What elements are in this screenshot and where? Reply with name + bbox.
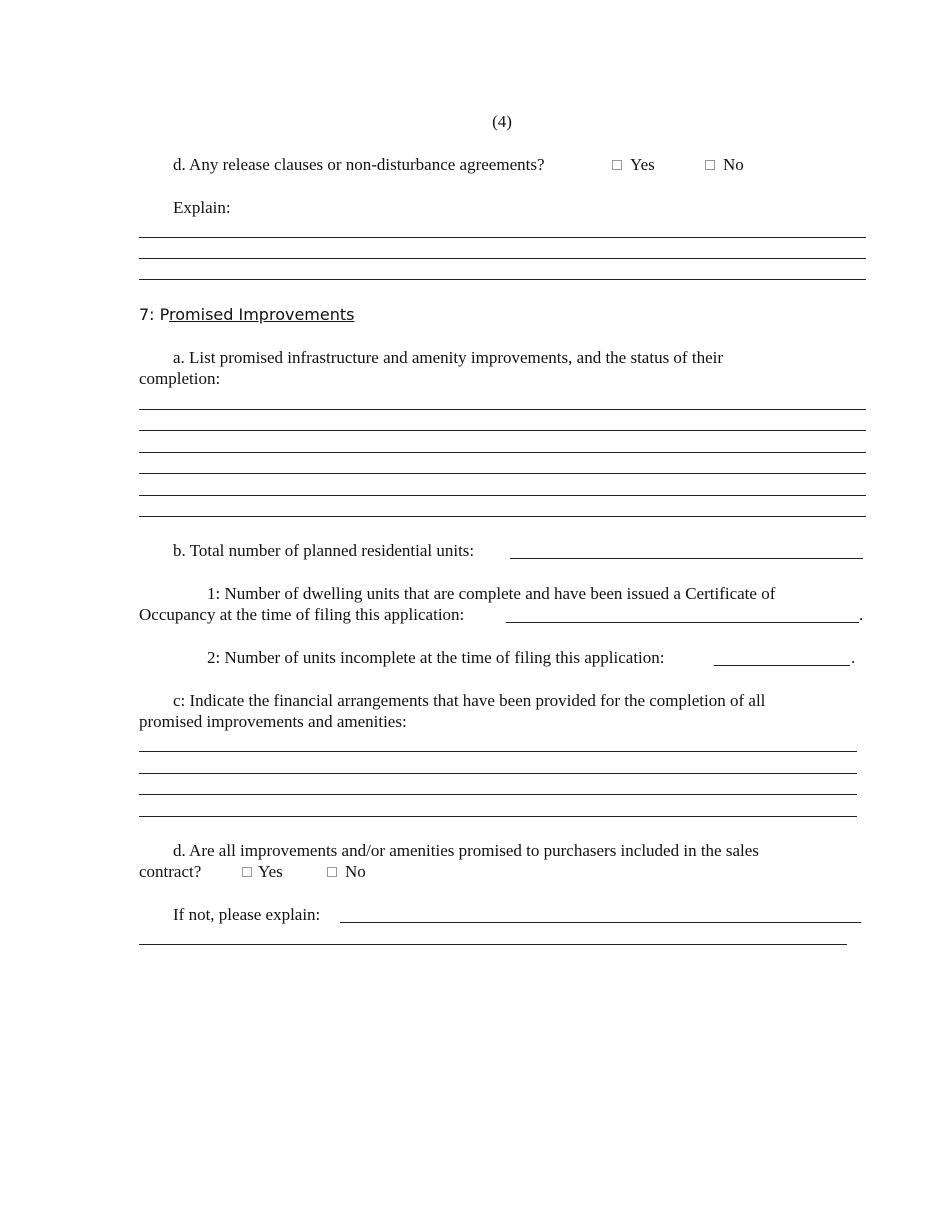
financial-question-line2: promised improvements and amenities: <box>139 712 407 731</box>
improvements-question-line2: completion: <box>139 369 221 388</box>
planned-units-field[interactable] <box>510 558 863 559</box>
improvements-line[interactable] <box>139 452 866 453</box>
yes-label: Yes <box>630 155 655 174</box>
release-clauses-yes-option[interactable] <box>612 155 655 175</box>
no-checkbox[interactable] <box>705 160 715 170</box>
section-title: romised Improvements <box>169 305 355 324</box>
no-label: No <box>345 862 366 881</box>
sales-contract-no-option[interactable] <box>327 862 366 882</box>
planned-units-label: b. Total number of planned residential units: <box>173 541 475 560</box>
explain-line[interactable] <box>139 237 866 238</box>
complete-units-line1: 1: Number of dwelling units that are complete and have been issued a Certificate of <box>207 584 776 603</box>
explain-line[interactable] <box>139 258 866 259</box>
improvements-line[interactable] <box>139 409 866 410</box>
financial-line[interactable] <box>139 773 857 774</box>
release-clauses-no-option[interactable] <box>705 155 744 175</box>
yes-checkbox[interactable] <box>242 867 252 877</box>
sales-contract-question-line2: contract? <box>139 862 202 881</box>
improvements-line[interactable] <box>139 516 866 517</box>
improvements-line[interactable] <box>139 473 866 474</box>
page-number: (4) <box>492 112 512 131</box>
section-heading <box>139 305 354 325</box>
complete-units-field[interactable] <box>506 622 859 623</box>
financial-line[interactable] <box>139 751 857 752</box>
financial-line[interactable] <box>139 794 857 795</box>
explain-label: Explain: <box>173 198 231 217</box>
explain-line[interactable] <box>139 279 866 280</box>
not-included-explain-label: If not, please explain: <box>173 905 321 924</box>
yes-checkbox[interactable] <box>612 160 622 170</box>
release-clauses-question: d. Any release clauses or non-disturbance agreements? <box>173 155 545 174</box>
improvements-line[interactable] <box>139 495 866 496</box>
incomplete-units-field[interactable] <box>714 665 850 666</box>
yes-label: Yes <box>258 862 283 881</box>
incomplete-units-label: 2: Number of units incomplete at the time of filing this application: <box>207 648 665 667</box>
financial-line[interactable] <box>139 816 857 817</box>
sales-contract-question-line1: d. Are all improvements and/or amenities promised to purchasers included in the sales <box>173 841 759 860</box>
incomplete-units-period: . <box>851 648 856 667</box>
not-included-explain-line[interactable] <box>139 944 847 945</box>
improvements-question-line1: a. List promised infrastructure and amenity improvements, and the status of their <box>173 348 723 367</box>
no-checkbox[interactable] <box>327 867 337 877</box>
improvements-line[interactable] <box>139 430 866 431</box>
financial-question-line1: c: Indicate the financial arrangements that have been provided for the completion of all <box>173 691 766 710</box>
section-number: 7: P <box>139 305 170 324</box>
complete-units-line2: Occupancy at the time of filing this application: <box>139 605 465 624</box>
not-included-explain-field[interactable] <box>340 922 861 923</box>
sales-contract-yes-option[interactable] <box>242 862 283 882</box>
complete-units-period: . <box>859 605 864 624</box>
no-label: No <box>723 155 744 174</box>
